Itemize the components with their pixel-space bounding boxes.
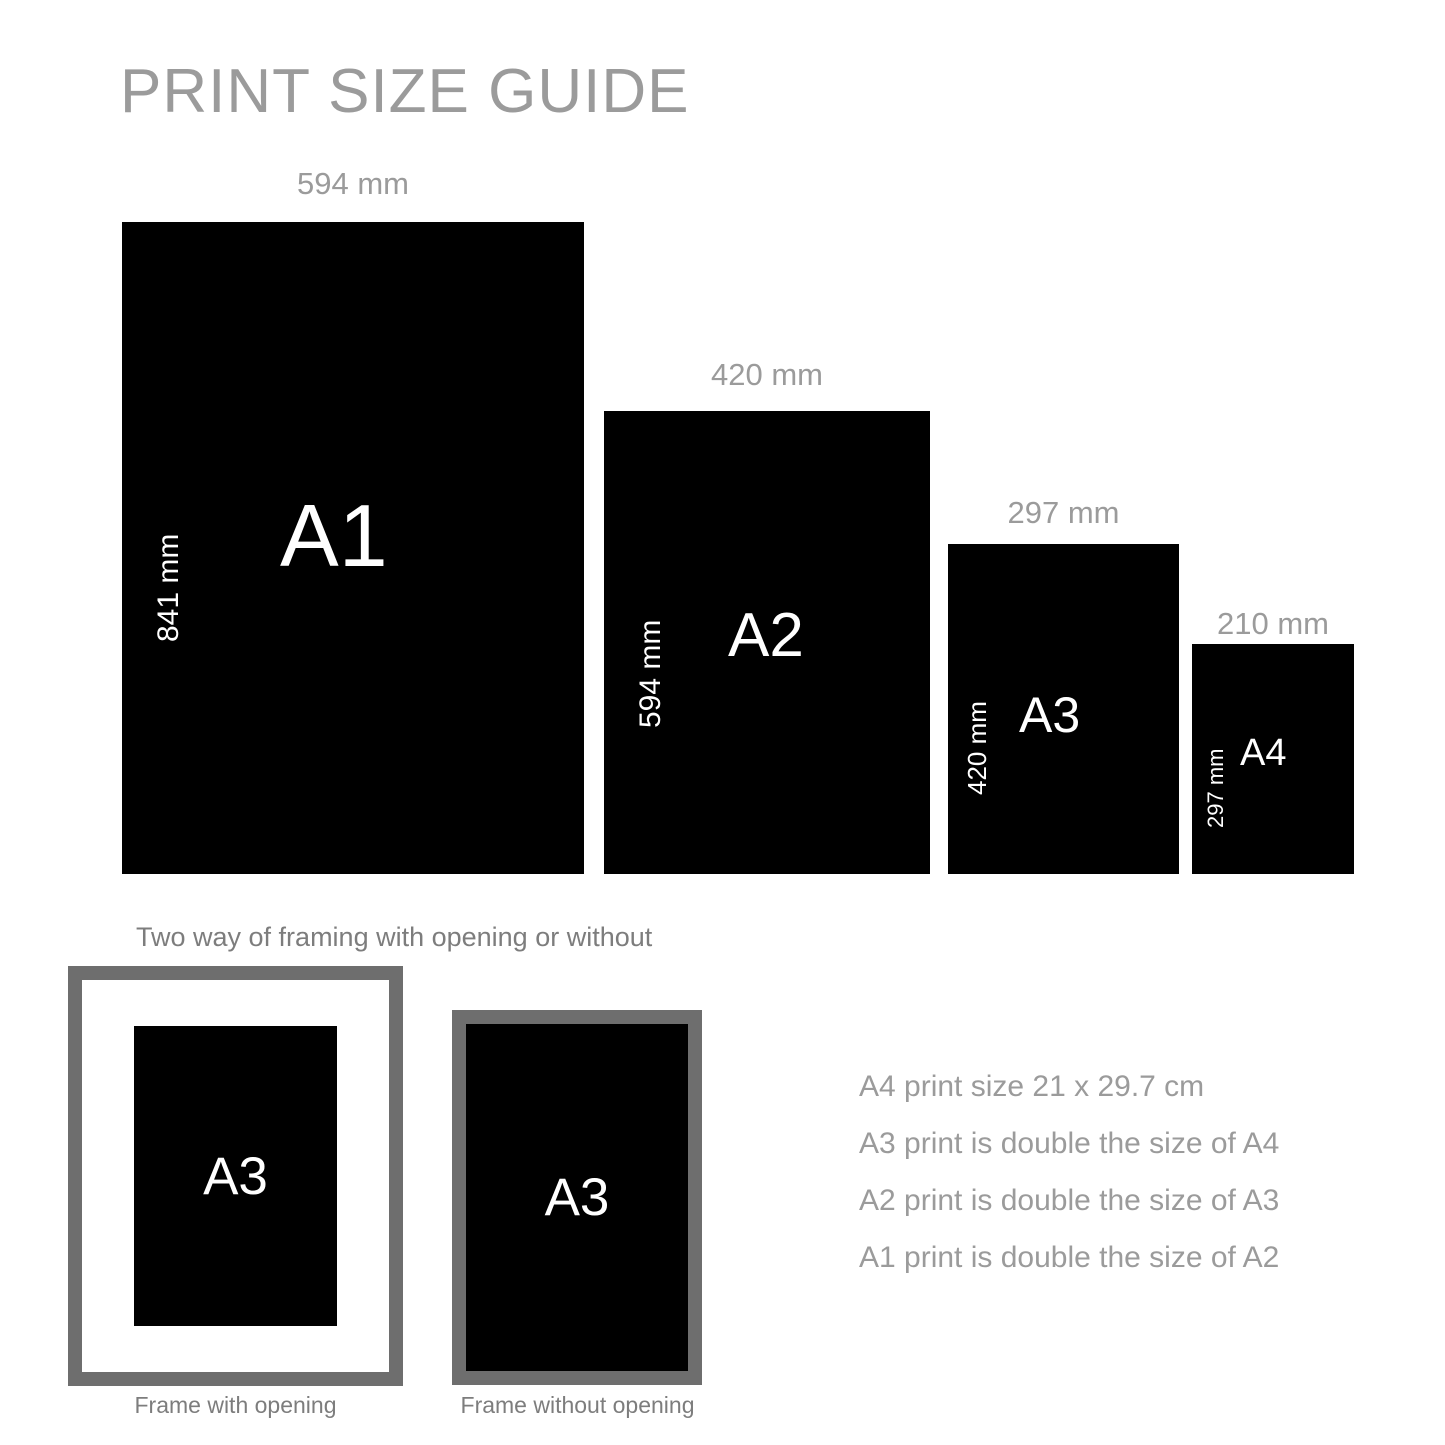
frame-without-opening [452,1010,702,1385]
a1-width-dimension: 594 mm [297,166,409,201]
note-line: A4 print size 21 x 29.7 cm [859,1070,1205,1103]
paper-a3-label: A3 [1019,687,1081,743]
note-line: A1 print is double the size of A2 [859,1241,1280,1274]
a4-width-dimension: 210 mm [1217,606,1329,641]
paper-a4-label: A4 [1240,732,1287,774]
paper-a1-label: A1 [280,486,388,585]
page-title: PRINT SIZE GUIDE [120,57,690,126]
a2-height-dimension: 594 mm [634,619,667,728]
a3-width-dimension: 297 mm [1007,495,1120,530]
frame-without-opening-caption: Frame without opening [460,1392,695,1418]
frame-with-opening [68,966,403,1386]
framing-heading: Two way of framing with opening or without [136,922,653,952]
frame-with-opening-caption: Frame with opening [134,1392,337,1418]
frame-with-opening-print-label: A3 [134,1026,337,1326]
a1-height-dimension: 841 mm [152,533,185,642]
note-line: A3 print is double the size of A4 [859,1127,1280,1160]
note-line: A2 print is double the size of A3 [859,1184,1280,1217]
notes-list [859,1072,1399,1300]
frame-mat [82,980,389,1372]
a3-height-dimension: 420 mm [962,701,992,795]
paper-a2-label: A2 [728,601,804,670]
frame-without-opening-print-label: A3 [466,1024,688,1371]
a4-height-dimension: 297 mm [1203,748,1228,828]
a2-width-dimension: 420 mm [711,357,823,392]
